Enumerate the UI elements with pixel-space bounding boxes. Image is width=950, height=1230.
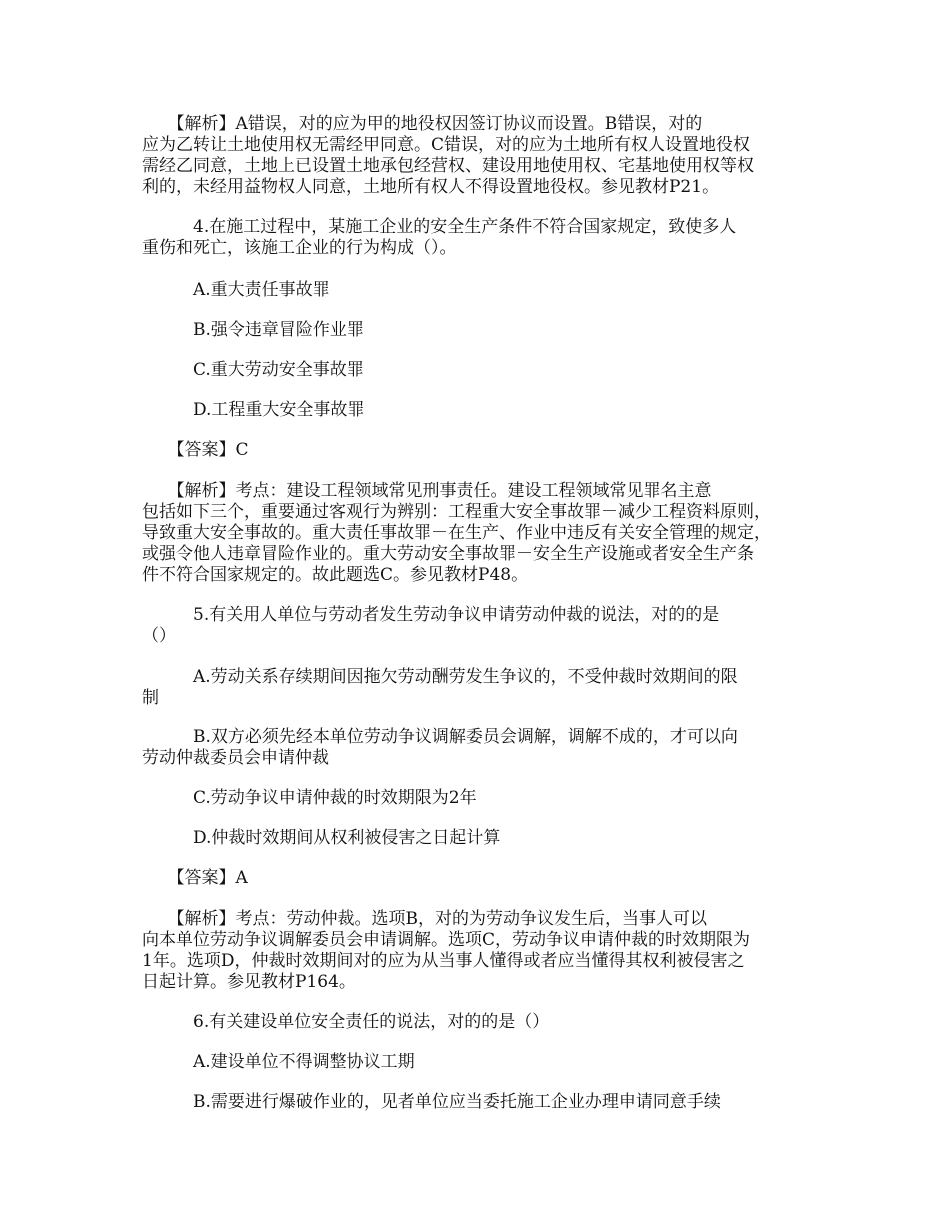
- q5-option-d: [142, 828, 812, 849]
- text-line: 6.有关建设单位安全责任的说法，对的的是（）: [142, 1012, 550, 1032]
- q4-option-a: [142, 280, 812, 301]
- paragraph-analysis-4: [142, 481, 812, 586]
- paragraph-analysis-5: [142, 909, 812, 993]
- answer-4: [142, 440, 812, 461]
- q4-option-c: [142, 360, 812, 381]
- text-line: A.建设单位不得调整协议工期: [142, 1052, 415, 1072]
- q5-option-a: [142, 667, 812, 709]
- q5-option-b: [142, 727, 812, 769]
- q4-option-b: [142, 320, 812, 341]
- text-line: 向本单位劳动争议调解委员会申请调解。选项C，劳动争议申请仲裁的时效期限为: [142, 930, 751, 950]
- text-line: 应为乙转让土地使用权无需经甲同意。C错误，对的应为土地所有权人设置地役权: [142, 135, 751, 155]
- text-line: A.劳动关系存续期间因拖欠劳动酬劳发生争议的，不受仲裁时效期间的限: [142, 667, 738, 687]
- text-line: 利的，未经用益物权人同意，土地所有权人不得设置地役权。参见教材P21。: [142, 177, 720, 197]
- q5-option-c: [142, 788, 812, 809]
- text-line: B.强令违章冒险作业罪: [142, 320, 364, 340]
- text-line: 件不符合国家规定的。故此题选C。参见教材P48。: [142, 565, 529, 585]
- text-line: （）: [142, 626, 176, 646]
- text-line: D.仲裁时效期间从权利被侵害之日起计算: [142, 828, 501, 848]
- q4-option-d: [142, 400, 812, 421]
- text-line: 重伤和死亡，该施工企业的行为构成（）。: [142, 238, 457, 258]
- question-5: [142, 605, 812, 647]
- text-line: 导致重大安全事故的。重大责任事故罪－在生产、作业中违反有关安全管理的规定，: [142, 523, 771, 543]
- text-line: 【答案】A: [142, 868, 248, 888]
- text-line: 【解析】考点：劳动仲裁。选项B，对的为劳动争议发生后，当事人可以: [142, 909, 707, 929]
- text-line: 【解析】A错误，对的应为甲的地役权因签订协议而设置。B错误，对的: [142, 114, 703, 134]
- text-line: 【答案】C: [142, 440, 249, 460]
- text-line: C.重大劳动安全事故罪: [142, 360, 364, 380]
- text-line: B.需要进行爆破作业的，见者单位应当委托施工企业办理申请同意手续: [142, 1092, 721, 1112]
- text-line: D.工程重大安全事故罪: [142, 400, 365, 420]
- q6-option-b: [142, 1092, 812, 1113]
- text-line: 劳动仲裁委员会申请仲裁: [142, 748, 329, 768]
- text-line: 或强令他人违章冒险作业的。重大劳动安全事故罪－安全生产设施或者安全生产条: [142, 544, 754, 564]
- text-line: 日起计算。参见教材P164。: [142, 972, 356, 992]
- text-line: 5.有关用人单位与劳动者发生劳动争议申请劳动仲裁的说法，对的的是: [142, 605, 720, 625]
- question-6: [142, 1012, 812, 1033]
- text-line: 4.在施工过程中，某施工企业的安全生产条件不符合国家规定，致使多人: [142, 217, 737, 237]
- answer-5: [142, 868, 812, 889]
- text-line: 1年。选项D，仲裁时效期间对的应为从当事人懂得或者应当懂得其权利被侵害之: [142, 951, 745, 971]
- text-line: 包括如下三个，重要通过客观行为辨别：工程重大安全事故罪－减少工程资料原则，: [142, 502, 771, 522]
- question-4: [142, 217, 812, 259]
- text-line: B.双方必须先经本单位劳动争议调解委员会调解，调解不成的，才可以向: [142, 727, 738, 747]
- text-line: C.劳动争议申请仲裁的时效期限为2年: [142, 788, 477, 808]
- text-line: 【解析】考点：建设工程领域常见刑事责任。建设工程领域常见罪名主意: [142, 481, 712, 501]
- text-line: 制: [142, 688, 159, 708]
- q6-option-a: [142, 1052, 812, 1073]
- paragraph-analysis-3: [142, 114, 812, 198]
- text-line: 需经乙同意，土地上已设置土地承包经营权、建设用地使用权、宅基地使用权等权: [142, 156, 754, 176]
- text-line: A.重大责任事故罪: [142, 280, 330, 300]
